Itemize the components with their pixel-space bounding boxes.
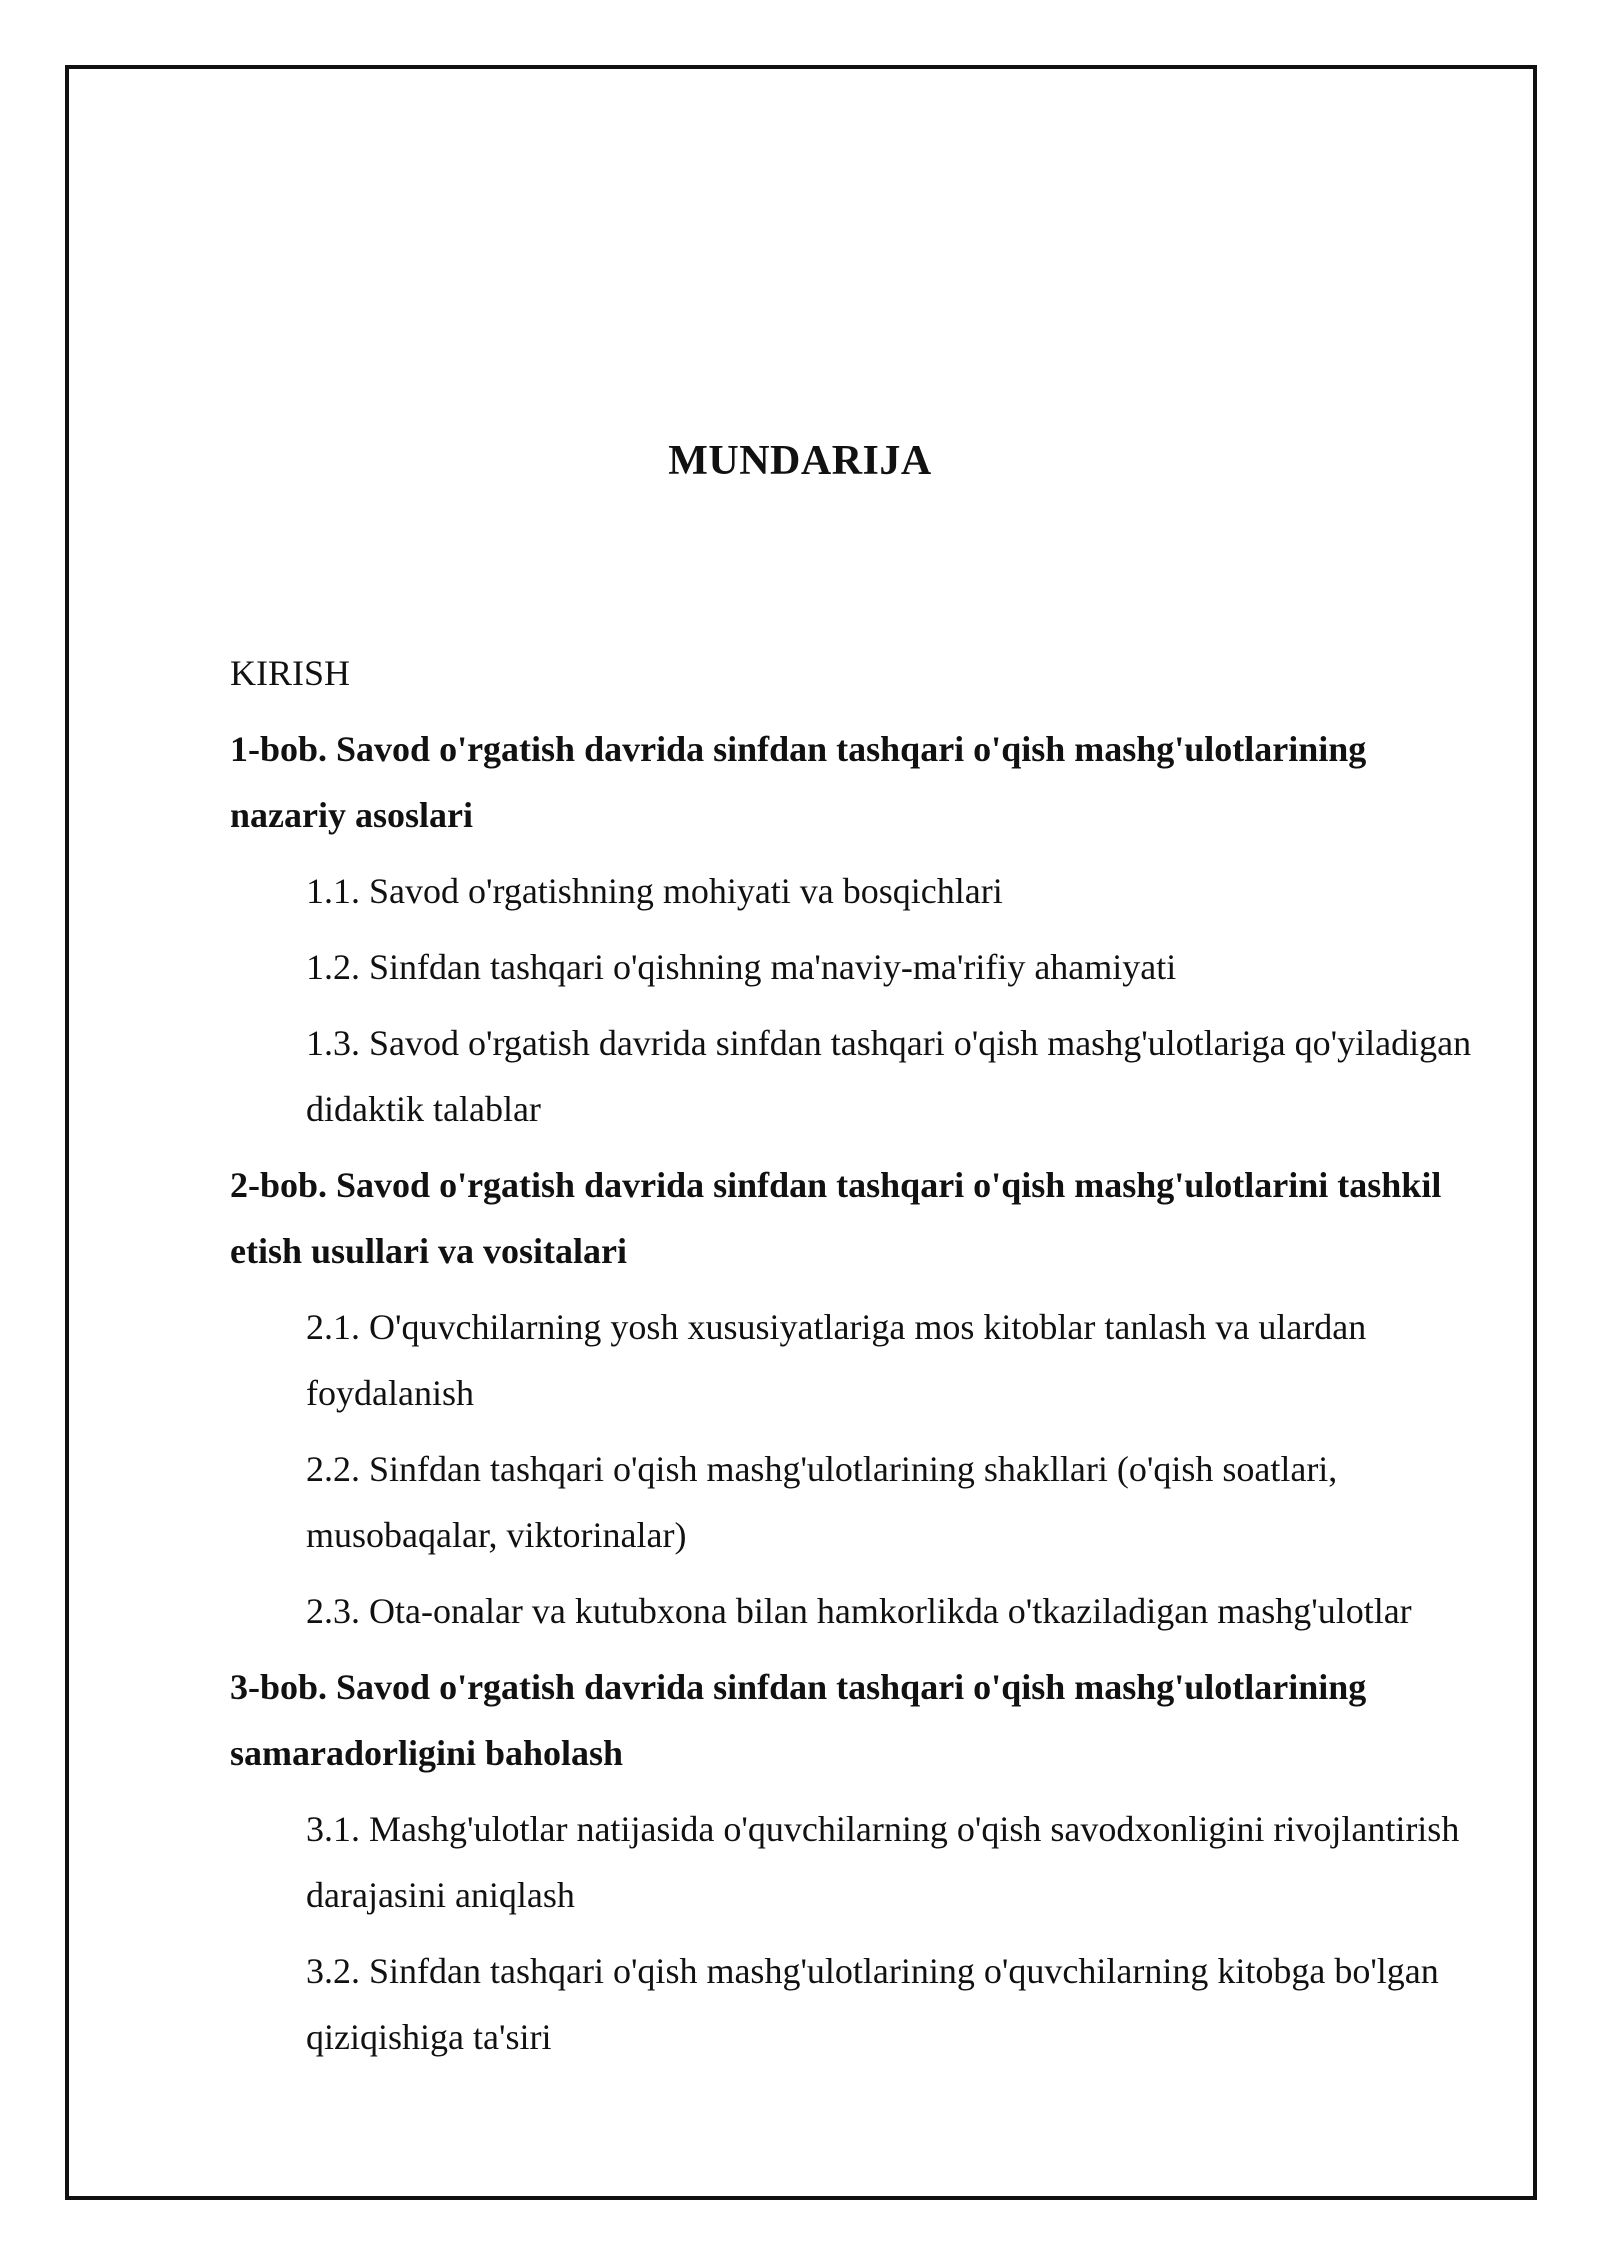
toc-section-1-2: 1.2. Sinfdan tashqari o'qishning ma'naviy-ma'rifiy ahamiyati — [306, 947, 1177, 987]
toc-chapter-3: 3-bob. Savod o'rgatish davrida sinfdan tashqari o'qish mashg'ulotlarining samaradorligini baholash — [230, 1667, 1367, 1773]
toc-section-2-1: 2.1. O'quvchilarning yosh xususiyatlariga mos kitoblar tanlash va ulardan foydalanish — [306, 1307, 1367, 1413]
toc-chapter-2: 2-bob. Savod o'rgatish davrida sinfdan tashqari o'qish mashg'ulotlarini tashkil etish usullari va vositalari — [230, 1165, 1442, 1271]
toc-section-3-1: 3.1. Mashg'ulotlar natijasida o'quvchilarning o'qish savodxonligini rivojlantirish darajasini aniqlash — [306, 1809, 1460, 1915]
toc-section-2-3: 2.3. Ota-onalar va kutubxona bilan hamkorlikda o'tkaziladigan mashg'ulotlar — [306, 1591, 1412, 1631]
toc-section-3-2: 3.2. Sinfdan tashqari o'qish mashg'ulotlarining o'quvchilarning kitobga bo'lgan qiziqishiga ta'siri — [306, 1951, 1439, 2057]
toc-section-2-2: 2.2. Sinfdan tashqari o'qish mashg'ulotlarining shakllari (o'qish soatlari, musobaqalar, viktorinalar) — [306, 1449, 1338, 1555]
toc-section-1-3: 1.3. Savod o'rgatish davrida sinfdan tashqari o'qish mashg'ulotlariga qo'yiladigan didaktik talablar — [306, 1023, 1472, 1129]
table-of-contents — [230, 640, 1480, 2080]
toc-entry-intro: KIRISH — [230, 653, 351, 693]
toc-section-1-1: 1.1. Savod o'rgatishning mohiyati va bosqichlari — [306, 871, 1003, 911]
toc-chapter-1: 1-bob. Savod o'rgatish davrida sinfdan tashqari o'qish mashg'ulotlarining nazariy asoslari — [230, 729, 1367, 835]
toc-title: MUNDARIJA — [668, 438, 932, 484]
